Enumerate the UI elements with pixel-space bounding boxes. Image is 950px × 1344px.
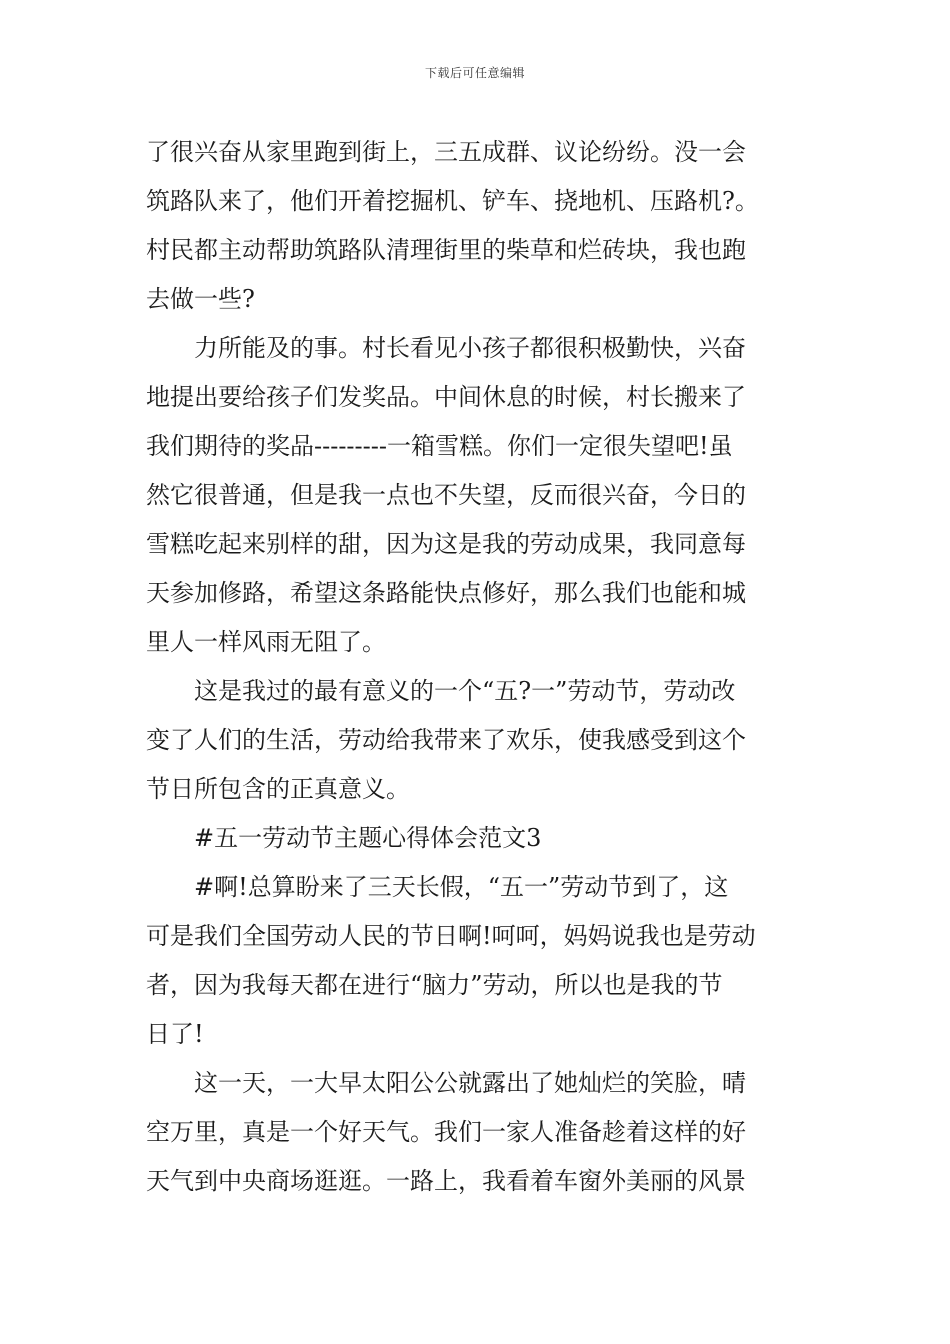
text-line: 变了人们的生活，劳动给我带来了欢乐，使我感受到这个 bbox=[146, 726, 746, 754]
section-heading: #五一劳动节主题心得体会范文3 bbox=[194, 824, 542, 852]
paragraph-first-line: 这是我过的最有意义的一个“五?一”劳动节，劳动改 bbox=[194, 677, 736, 705]
text-line: 节日所包含的正真意义。 bbox=[146, 775, 410, 803]
text-line: 日了! bbox=[146, 1020, 204, 1048]
text-line: 天参加修路，希望这条路能快点修好，那么我们也能和城 bbox=[146, 579, 746, 607]
text-line: 我们期待的奖品---------一箱雪糕。你们一定很失望吧!虽 bbox=[146, 432, 733, 460]
text-line: 者，因为我每天都在进行“脑力”劳动，所以也是我的节 bbox=[146, 971, 723, 999]
text-line: 雪糕吃起来别样的甜，因为这是我的劳动成果，我同意每 bbox=[146, 530, 746, 558]
body-text bbox=[146, 128, 811, 1206]
paragraph-first-line: #啊!总算盼来了三天长假，“五一”劳动节到了，这 bbox=[194, 873, 729, 901]
text-line: 然它很普通，但是我一点也不失望，反而很兴奋，今日的 bbox=[146, 481, 746, 509]
page-header: 下载后可任意编辑 bbox=[424, 66, 525, 80]
paragraph-first-line: 这一天，一大早太阳公公就露出了她灿烂的笑脸，晴 bbox=[194, 1069, 746, 1097]
text-line: 去做一些? bbox=[146, 285, 255, 313]
text-line: 空万里，真是一个好天气。我们一家人准备趁着这样的好 bbox=[146, 1118, 746, 1146]
text-line: 筑路队来了，他们开着挖掘机、铲车、挠地机、压路机?。 bbox=[146, 187, 759, 215]
text-line: 了很兴奋从家里跑到街上，三五成群、议论纷纷。没一会 bbox=[146, 138, 746, 166]
paragraph-first-line: 力所能及的事。村长看见小孩子都很积极勤快，兴奋 bbox=[194, 334, 746, 362]
text-line: 村民都主动帮助筑路队清理街里的柴草和烂砖块，我也跑 bbox=[146, 236, 746, 264]
text-line: 可是我们全国劳动人民的节日啊!呵呵，妈妈说我也是劳动 bbox=[146, 922, 756, 950]
text-line: 里人一样风雨无阻了。 bbox=[146, 628, 386, 656]
text-line: 地提出要给孩子们发奖品。中间休息的时候，村长搬来了 bbox=[146, 383, 746, 411]
text-line: 天气到中央商场逛逛。一路上，我看着车窗外美丽的风景 bbox=[146, 1167, 746, 1195]
